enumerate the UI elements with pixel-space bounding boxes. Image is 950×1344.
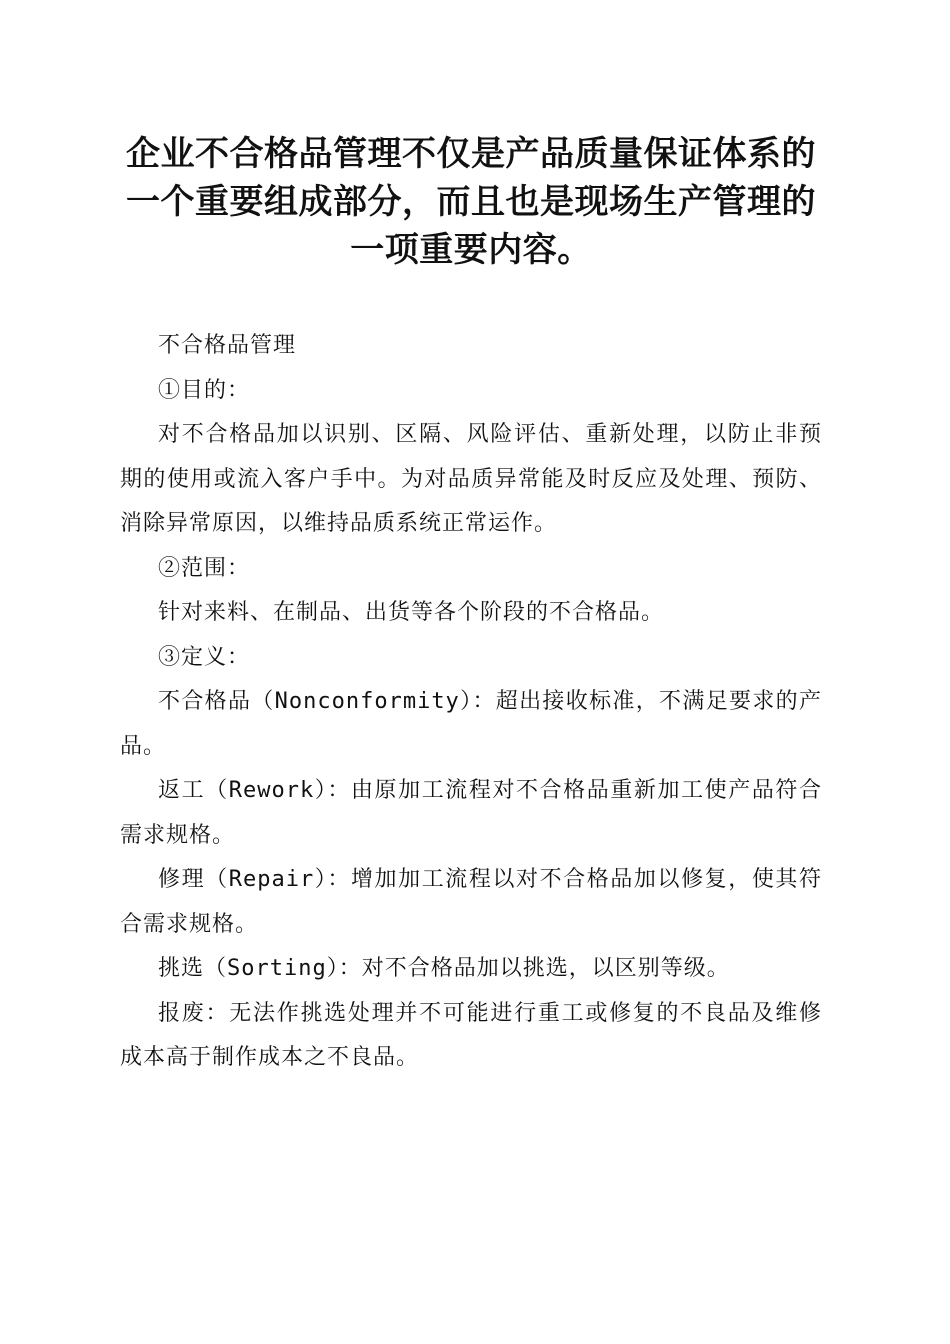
definition-repair: 修理（Repair）：增加加工流程以对不合格品加以修复，使其符合需求规格。 [120,867,822,937]
section-heading-scope: ②范围： [158,555,251,581]
purpose-paragraph: 对不合格品加以识别、区隔、风险评估、重新处理，以防止非预期的使用或流入客户手中。为对品质异常能及时反应及处理、预防、消除异常原因，以维持品质系统正常运作。 [120,422,822,536]
section-heading-nonconforming-management: 不合格品管理 [158,333,297,358]
definition-nonconformity: 不合格品（Nonconformity）：超出接收标准，不满足要求的产品。 [120,689,822,759]
document-page [120,130,822,1081]
definition-sorting: 挑选（Sorting）：对不合格品加以挑选，以区别等级。 [158,956,730,981]
definition-rework: 返工（Rework）：由原加工流程对不合格品重新加工使产品符合需求规格。 [120,778,822,848]
scope-paragraph: 针对来料、在制品、出货等各个阶段的不合格品。 [158,600,665,625]
definition-scrap: 报废：无法作挑选处理并不可能进行重工或修复的不良品及维修成本高于制作成本之不良品。 [120,1000,822,1070]
document-title: 企业不合格品管理不仅是产品质量保证体系的一个重要组成部分，而且也是现场生产管理的一项重要内容。 [126,134,816,270]
section-heading-definitions: ③定义： [158,644,251,670]
document-body [120,324,822,1081]
section-heading-purpose: ①目的： [158,377,251,403]
